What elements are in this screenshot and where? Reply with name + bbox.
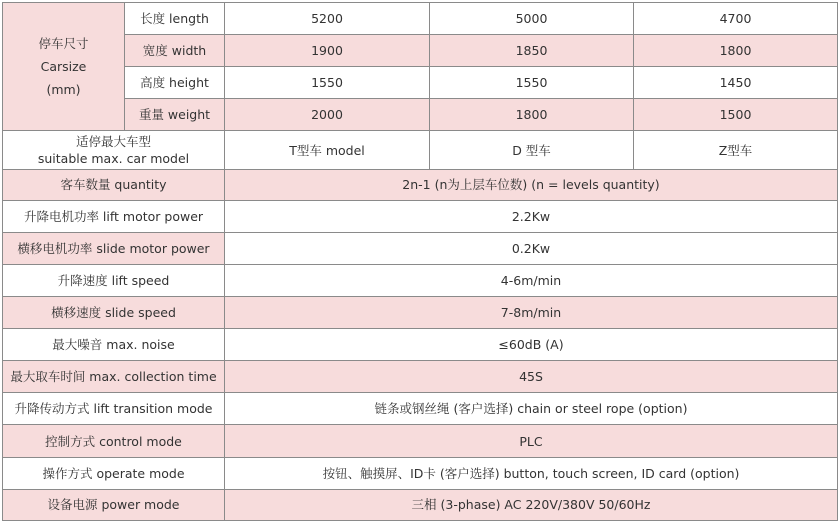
carsize-row-label: 长度 length: [125, 3, 225, 35]
spec-label: 最大取车时间 max. collection time: [3, 361, 225, 393]
carsize-cell: 1850: [430, 35, 634, 67]
carsize-cell: 1800: [430, 99, 634, 131]
spec-value: 2.2Kw: [225, 200, 838, 232]
carsize-row-label: 重量 weight: [125, 99, 225, 131]
spec-value: 45S: [225, 361, 838, 393]
spec-label: 操作方式 operate mode: [3, 457, 225, 489]
carsize-row-label: 高度 height: [125, 67, 225, 99]
spec-label: 升降速度 lift speed: [3, 264, 225, 296]
model-label-cn: 适停最大车型: [75, 134, 151, 149]
model-label-en: suitable max. car model: [37, 151, 190, 166]
carsize-cell: 4700: [634, 3, 838, 35]
carsize-header-cn: 停车尺寸: [38, 36, 89, 52]
carsize-row-label: 宽度 width: [125, 35, 225, 67]
carsize-header-unit: (mm): [46, 82, 81, 98]
spec-label: 升降传动方式 lift transition mode: [3, 393, 225, 425]
spec-value: 三相 (3-phase) AC 220V/380V 50/60Hz: [225, 489, 838, 520]
model-cell: T型车 model: [225, 131, 430, 169]
spec-label: 横移速度 slide speed: [3, 297, 225, 329]
spec-label: 设备电源 power mode: [3, 489, 225, 520]
carsize-header: [3, 3, 125, 131]
carsize-cell: 5000: [430, 3, 634, 35]
spec-label: 控制方式 control mode: [3, 425, 225, 457]
spec-value: ≤60dB (A): [225, 329, 838, 361]
spec-label: 最大噪音 max. noise: [3, 329, 225, 361]
spec-value: 7-8m/min: [225, 297, 838, 329]
spec-label: 升降电机功率 lift motor power: [3, 200, 225, 232]
carsize-cell: 1800: [634, 35, 838, 67]
model-cell: Z型车: [634, 131, 838, 169]
carsize-cell: 1550: [430, 67, 634, 99]
carsize-cell: 1500: [634, 99, 838, 131]
carsize-cell: 2000: [225, 99, 430, 131]
spec-label: 横移电机功率 slide motor power: [3, 232, 225, 264]
carsize-cell: 5200: [225, 3, 430, 35]
spec-label: 客车数量 quantity: [3, 169, 225, 200]
spec-value: 链条或钢丝绳 (客户选择) chain or steel rope (option): [225, 393, 838, 425]
spec-value: 按钮、触摸屏、ID卡 (客户选择) button, touch screen, ID card (option): [225, 457, 838, 489]
model-cell: D 型车: [430, 131, 634, 169]
carsize-cell: 1550: [225, 67, 430, 99]
spec-value: PLC: [225, 425, 838, 457]
spec-value: 4-6m/min: [225, 264, 838, 296]
spec-value: 0.2Kw: [225, 232, 838, 264]
spec-value: 2n-1 (n为上层车位数) (n = levels quantity): [225, 169, 838, 200]
model-row-label: [3, 131, 225, 169]
carsize-header-en: Carsize: [40, 59, 87, 75]
carsize-cell: 1900: [225, 35, 430, 67]
spec-table: [2, 2, 838, 521]
carsize-cell: 1450: [634, 67, 838, 99]
